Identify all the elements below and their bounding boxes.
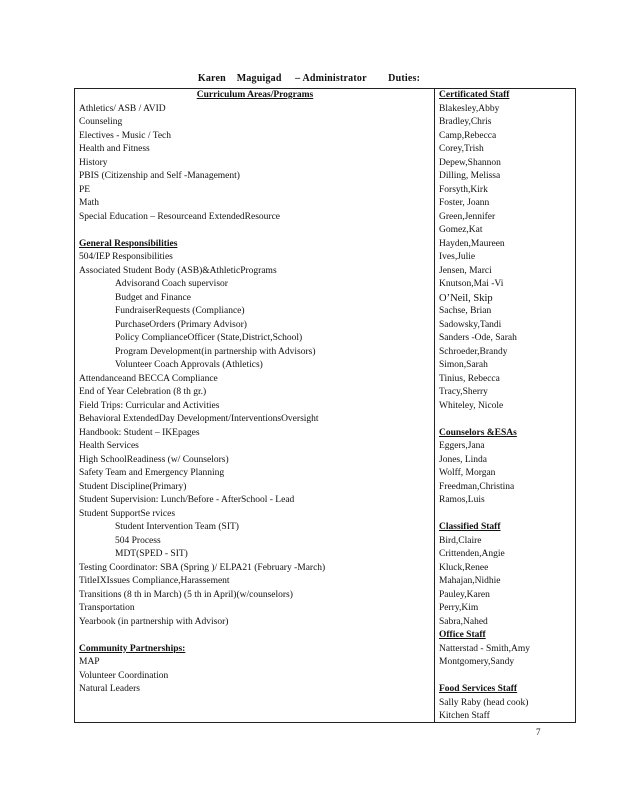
- spacer: [439, 508, 575, 522]
- staff-name: Sally Raby (head cook): [439, 697, 529, 708]
- staff-name: Jones, Linda: [439, 454, 488, 465]
- staff-name: Kitchen Staff: [439, 711, 490, 721]
- curriculum-item: Electives - Music / Tech: [79, 130, 172, 141]
- spacer: [439, 670, 575, 684]
- community-item: Volunteer Coordination: [79, 670, 169, 681]
- curriculum-item: Health and Fitness: [79, 144, 150, 154]
- responsibility-item: Student SupportSe rvices: [79, 508, 176, 519]
- responsibility-item: Advisorand Coach supervisor: [115, 279, 228, 289]
- staff-name: Bradley,Chris: [439, 117, 492, 127]
- staff-name: Montgomery,Sandy: [439, 657, 515, 667]
- staff-name: Ramos,Luis: [439, 495, 485, 505]
- responsibility-item: Associated Student Body (ASB)&AthleticPrograms: [79, 265, 277, 276]
- staff-name: Wolff, Morgan: [439, 468, 496, 478]
- curriculum-item: History: [79, 157, 108, 168]
- staff-name: Camp,Rebecca: [439, 130, 497, 141]
- right-column: [439, 89, 575, 724]
- staff-name: Schroeder,Brandy: [439, 346, 508, 357]
- staff-name: Tinius, Rebecca: [439, 373, 500, 384]
- staff-name: Kluck,Renee: [439, 562, 489, 573]
- staff-name: Sabra,Nahed: [439, 616, 488, 627]
- general-heading: General Responsibilities: [79, 238, 178, 249]
- staff-name: Tracy,Sherry: [439, 387, 488, 397]
- staff-name: Bird,Claire: [439, 535, 482, 546]
- staff-name: Jensen, Marci: [439, 265, 492, 276]
- certificated-heading: Certificated Staff: [439, 90, 510, 100]
- responsibility-item: FundraiserRequests (Compliance): [115, 306, 245, 316]
- community-item: Natural Leaders: [79, 684, 140, 694]
- staff-name: Foster, Joann: [439, 198, 490, 208]
- staff-name: Eggers,Jana: [439, 441, 485, 451]
- responsibility-item: Budget and Finance: [115, 292, 191, 303]
- left-column: [79, 89, 431, 697]
- counselors-list: [439, 440, 575, 508]
- staff-name: Corey,Trish: [439, 144, 484, 154]
- community-list: [79, 656, 431, 697]
- staff-name: Depew,Shannon: [439, 157, 501, 168]
- responsibility-item: 504/IEP Responsibilities: [79, 252, 173, 262]
- staff-name: Hayden,Maureen: [439, 238, 505, 249]
- staff-name: Sanders -Ode, Sarah: [439, 333, 517, 343]
- responsibility-item: TitleIXIssues Compliance,Harassement: [79, 576, 230, 586]
- column-divider: [434, 89, 435, 722]
- classified-list: [439, 535, 575, 630]
- community-heading: Community Partnerships:: [79, 643, 186, 654]
- office-heading: Office Staff: [439, 630, 486, 640]
- staff-name: Simon,Sarah: [439, 360, 488, 370]
- staff-name: Crittenden,Angie: [439, 549, 505, 559]
- page-number: 7: [536, 727, 541, 737]
- staff-name: Ives,Julie: [439, 252, 476, 262]
- curriculum-item: Counseling: [79, 117, 123, 127]
- spacer: [79, 224, 431, 238]
- responsibility-item: Handbook: Student – IKEpages: [79, 427, 200, 438]
- responsibility-item: Transitions (8 th in March) (5 th in April)(w/counselors): [79, 589, 293, 600]
- curriculum-item: Athletics/ ASB / AVID: [79, 103, 166, 114]
- staff-name: Mahajan,Nidhie: [439, 576, 501, 586]
- staff-name: Whiteley, Nicole: [439, 400, 504, 411]
- community-item: MAP: [79, 657, 100, 667]
- staff-name: Gomez,Kat: [439, 225, 483, 235]
- food-list: [439, 697, 575, 724]
- responsibility-item: Yearbook (in partnership with Advisor): [79, 616, 229, 627]
- curriculum-item: PBIS (Citizenship and Self -Management): [79, 171, 240, 181]
- responsibility-item: Health Services: [79, 441, 139, 451]
- responsibility-item: End of Year Celebration (8 th gr.): [79, 387, 207, 397]
- general-list: [79, 251, 431, 629]
- page-title: Karen Maguigad – Administrator Duties:: [197, 73, 421, 84]
- responsibility-item: PurchaseOrders (Primary Advisor): [115, 319, 247, 330]
- staff-name: Green,Jennifer: [439, 211, 496, 222]
- responsibility-item: Transportation: [79, 603, 135, 613]
- curriculum-item: Special Education – Resourceand ExtendedResource: [79, 211, 281, 222]
- curriculum-list: [79, 103, 431, 225]
- staff-name: Freedman,Christina: [439, 481, 515, 492]
- staff-name: Pauley,Karen: [439, 589, 490, 600]
- staff-name: Sachse, Brian: [439, 306, 492, 316]
- staff-name: Forsyth,Kirk: [439, 184, 488, 195]
- responsibility-item: Behavioral ExtendedDay Development/InterventionsOversight: [79, 414, 319, 424]
- responsibility-item: High SchoolReadiness (w/ Counselors): [79, 454, 229, 465]
- responsibility-item: Program Development(in partnership with Advisors): [115, 346, 316, 357]
- staff-name: Perry,Kim: [439, 603, 479, 613]
- staff-name: Knutson,Mai -Vi: [439, 279, 504, 289]
- staff-name: Dilling, Melissa: [439, 171, 501, 181]
- responsibility-item: MDT(SPED - SIT): [115, 549, 188, 559]
- responsibility-item: Policy ComplianceOfficer (State,District,School): [115, 333, 303, 343]
- responsibility-item: Volunteer Coach Approvals (Athletics): [115, 360, 263, 370]
- food-heading: Food Services Staff: [439, 684, 518, 694]
- responsibility-item: Safety Team and Emergency Planning: [79, 468, 225, 478]
- duties-table: [74, 88, 576, 723]
- responsibility-item: Student Supervision: Lunch/Before - AfterSchool - Lead: [79, 495, 295, 505]
- classified-heading: Classified Staff: [439, 522, 501, 532]
- spacer: [439, 413, 575, 427]
- curriculum-item: PE: [79, 184, 91, 195]
- curriculum-item: Math: [79, 198, 100, 208]
- responsibility-item: Testing Coordinator: SBA (Spring )/ ELPA21 (February -March): [79, 562, 326, 573]
- certificated-list: [439, 103, 575, 414]
- responsibility-item: Attendanceand BECCA Compliance: [79, 373, 218, 384]
- staff-name: Sadowsky,Tandi: [439, 319, 502, 330]
- staff-name: Natterstad - Smith,Amy: [439, 643, 531, 654]
- staff-name: Blakesley,Abby: [439, 103, 500, 114]
- counselors-heading: Counselors &ESAs: [439, 427, 517, 438]
- responsibility-item: Field Trips: Curricular and Activities: [79, 400, 220, 411]
- staff-name: O’Neil, Skip: [439, 292, 493, 304]
- spacer: [79, 629, 431, 643]
- curriculum-heading: Curriculum Areas/Programs: [196, 90, 314, 100]
- responsibility-item: 504 Process: [115, 535, 161, 546]
- office-list: [439, 643, 575, 670]
- responsibility-item: Student Intervention Team (SIT): [115, 522, 239, 532]
- responsibility-item: Student Discipline(Primary): [79, 481, 187, 492]
